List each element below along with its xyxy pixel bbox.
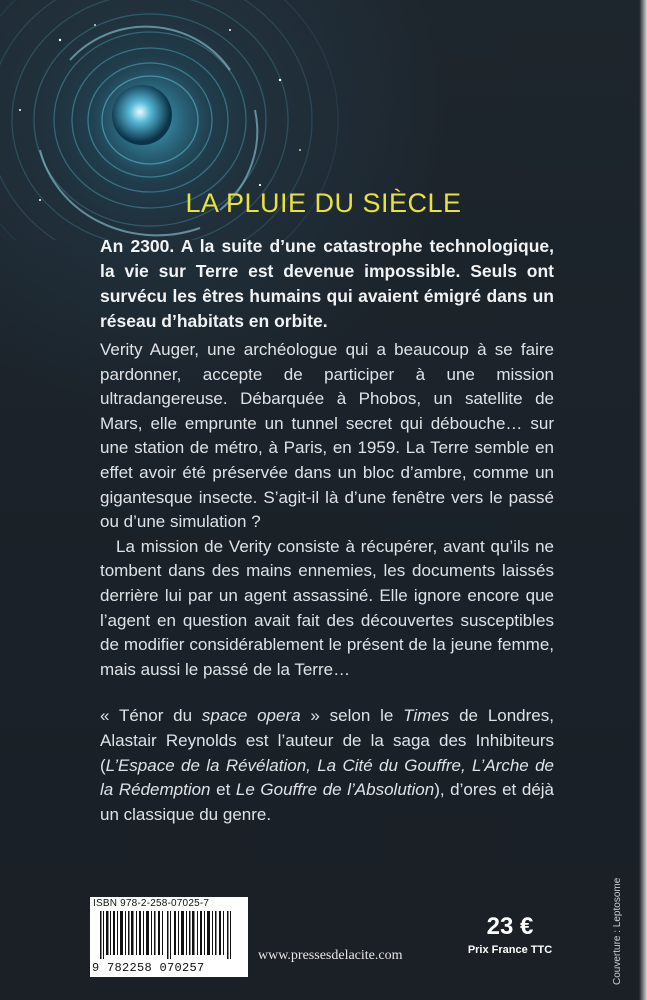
publisher-website: www.pressesdelacite.com	[258, 948, 403, 963]
quote-italic: Le Gouffre de l’Absolution	[235, 780, 435, 800]
planet-icon	[112, 85, 172, 145]
synopsis-paragraph-1: Verity Auger, une archéologue qui a beaucoup à se faire pardonner, accepte de participer à une mission ultradangereuse. Débarquée à Phobos, un satellite de Mars, elle emprunte un tunnel secret qui débouche… sur une station de métro, à Paris, en 1959. La Terre semble en effet avoir été préservée dans un bloc d’ambre, comme un gigantesque insecte. S’agit-il là d’une fenêtre vers le passé ou d’une simulation ?	[100, 340, 554, 532]
price-label: Prix France TTC	[467, 944, 553, 956]
quote-part: et	[210, 780, 236, 800]
synopsis-paragraph-2: La mission de Verity consiste à récupérer, avant qu’ils ne tombent dans des mains ennemies, les documents laissés derrière lui par un agent assassiné. Elle ignore encore que l’agent en question avait fait des découvertes susceptibles de modifier considérablement le présent de la jeune femme, mais aussi le passé de la Terre…	[100, 536, 554, 679]
back-cover-blurb	[100, 234, 554, 827]
quote-italic: L’Espace de la Révélation, La Cité du Gouffre, L’Arche de la Rédemption	[100, 755, 554, 800]
quote-part: « Ténor du	[100, 706, 202, 726]
lead-paragraph: An 2300. A la suite d’une catastrophe technologique, la vie sur Terre est devenue impossible. Seuls ont survécu les êtres humains qui avaient émigré dans un réseau d’habitats en orbite.	[100, 236, 554, 331]
barcode-icon	[100, 911, 240, 959]
quote-part: de Londres, Alastair Reynolds est l’auteur de la saga des Inhibiteurs (	[100, 706, 554, 775]
quote-italic: Times	[403, 706, 450, 726]
book-title: LA PLUIE DU SIÈCLE	[185, 188, 462, 219]
isbn-label: ISBN 978-2-258-07025-7	[93, 898, 210, 909]
quote-part: ), d’ores et déjà un classique du genre.	[100, 780, 555, 824]
author-quote-paragraph	[100, 704, 554, 827]
isbn-barcode	[90, 897, 248, 977]
quote-part: » selon le	[300, 706, 404, 726]
barcode-number: 9 782258 070257	[92, 961, 205, 975]
price: 23 €	[486, 913, 534, 940]
cover-credit: Couverture : Leptosome	[612, 877, 623, 985]
quote-italic: space opera	[201, 706, 301, 726]
